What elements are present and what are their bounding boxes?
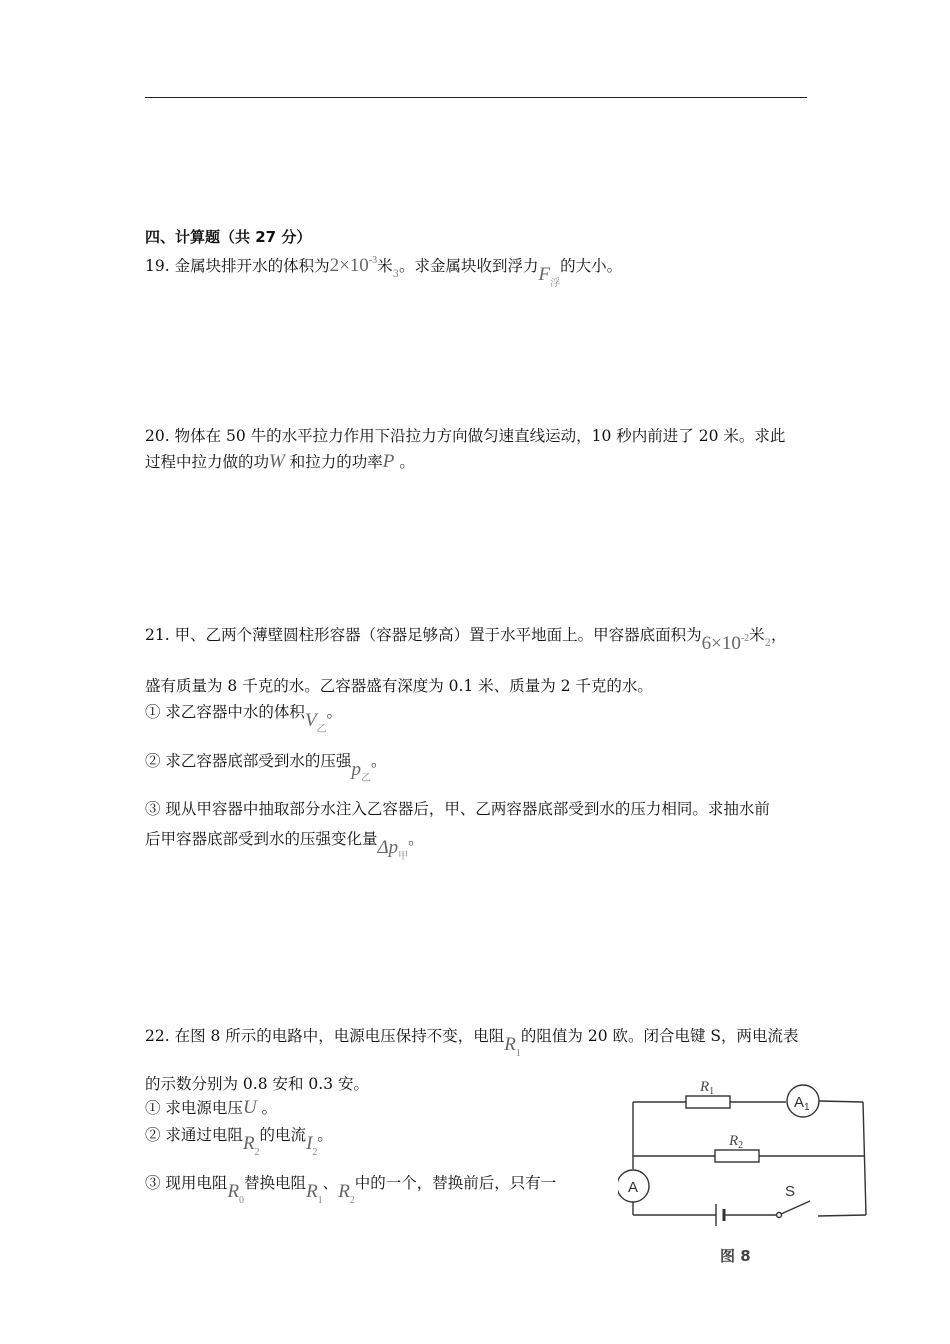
q22-sub2-end: 。	[317, 1126, 333, 1144]
section-title: 四、计算题（共 27 分）	[145, 228, 312, 246]
q22-sub1-text: ① 求电源电压	[145, 1099, 243, 1117]
label-a: A	[628, 1179, 639, 1196]
q22-sub2-text-b: 的电流	[259, 1126, 307, 1144]
q19-volume-expr: $2\times 10^{-3}$	[329, 255, 378, 276]
wire-right	[863, 1102, 866, 1215]
question-22-sub1	[145, 1097, 277, 1119]
q20-power-symbol: P	[382, 451, 395, 472]
wire-top-right	[819, 1101, 863, 1102]
label-a1: $A_1$	[794, 1094, 810, 1113]
q21-text-a: 21. 甲、乙两个薄壁圆柱形容器（容器足够高）置于水平地面上。甲容器底面积为	[145, 626, 702, 644]
q21-delta-pressure-symbol: $\Delta p_甲$	[377, 837, 409, 862]
question-21-line2: 盛有质量为 8 千克的水。乙容器盛有深度为 0.1 米、质量为 2 千克的水。	[145, 677, 653, 695]
question-22-line1	[145, 1025, 799, 1059]
q22-r2-symbol: $R_2$	[242, 1133, 260, 1158]
wire-bottom-right	[818, 1215, 866, 1216]
q21-pressure-symbol: $p_乙$	[351, 759, 371, 784]
switch-blade	[781, 1201, 810, 1214]
q20-text-c: 。	[394, 453, 415, 471]
q19-unit-exp: 3	[392, 269, 400, 280]
q22-r1b-symbol: $R_1$	[306, 1181, 323, 1206]
label-r1: $R_1$	[700, 1079, 715, 1097]
resistor-r1	[686, 1096, 730, 1108]
q21-sub1-end: 。	[326, 703, 343, 721]
resistor-r2	[715, 1150, 759, 1162]
label-s: S	[785, 1183, 796, 1200]
q19-buoyancy-symbol: $F_浮$	[538, 264, 561, 289]
q22-sub2-text: ② 求通过电阻	[145, 1126, 243, 1144]
question-22-sub3	[145, 1172, 557, 1206]
question-19	[145, 255, 623, 289]
question-21-sub2	[145, 750, 387, 784]
q22-sub1-end: 。	[256, 1099, 278, 1117]
question-22-line2: 的示数分别为 0.8 安和 0.3 安。	[145, 1075, 370, 1093]
question-21-sub3-line2	[145, 828, 424, 862]
q22-sub3-text-b: 替换电阻	[244, 1174, 307, 1192]
q22-sub3-text: ③ 现用电阻	[145, 1174, 228, 1192]
q21-area-expr: $6\times 10^{-2}$	[701, 633, 750, 654]
q19-text-c: 的大小。	[560, 257, 623, 275]
header-rule	[145, 97, 807, 98]
q21-sub3-text: 后甲容器底部受到水的压强变化量	[145, 830, 378, 848]
question-20-line1: 20. 物体在 50 牛的水平拉力作用下沿拉力方向做匀速直线运动，10 秒内前进了 20 米。求此	[145, 427, 786, 445]
q19-text-a: 19. 金属块排开水的体积为	[145, 257, 330, 275]
label-r2: $R_2$	[729, 1133, 744, 1151]
q21-text-b: ，	[771, 626, 787, 644]
q21-unit-exp: 2	[764, 638, 772, 649]
q20-work-symbol: W	[269, 451, 285, 472]
q21-sub1-text: ① 求乙容器中水的体积	[145, 703, 305, 721]
q19-text-b: 。求金属块收到浮力	[399, 257, 539, 275]
switch-pivot	[777, 1213, 782, 1218]
q22-voltage-symbol: U	[242, 1097, 257, 1118]
q22-text-a: 22. 在图 8 所示的电路中，电源电压保持不变，电阻	[145, 1027, 505, 1045]
q21-volume-symbol: $V_乙$	[304, 710, 327, 735]
q22-text-b: 的阻值为 20 欧。闭合电键 S，两电流表	[520, 1027, 799, 1045]
q22-sub3-sep: 、	[322, 1174, 339, 1192]
question-22-sub2	[145, 1124, 333, 1158]
question-21-sub1	[145, 701, 343, 735]
q21-sub3-end: 。	[408, 830, 424, 848]
q22-sub3-text-d: 中的一个，替换前后，只有一	[354, 1174, 557, 1192]
q19-unit: 米	[377, 257, 393, 275]
figure-caption: 图 8	[720, 1247, 751, 1265]
q21-sub2-end: 。	[370, 752, 387, 770]
question-20-line2	[145, 451, 415, 473]
q22-r0-symbol: $R_0$	[227, 1181, 245, 1206]
q21-unit: 米	[749, 626, 765, 644]
q20-text-a: 过程中拉力做的功	[145, 453, 270, 471]
q22-r2b-symbol: $R_2$	[338, 1181, 355, 1206]
question-21-line1	[145, 624, 787, 654]
q21-sub2-text: ② 求乙容器底部受到水的压强	[145, 752, 352, 770]
question-21-sub3-line1: ③ 现从甲容器中抽取部分水注入乙容器后，甲、乙两容器底部受到水的压力相同。求抽水前	[145, 800, 770, 818]
q22-r1-symbol: $R_1$	[504, 1034, 521, 1059]
q22-current-symbol: $I_2$	[306, 1133, 318, 1158]
q20-text-b: 和拉力的功率	[284, 453, 383, 471]
